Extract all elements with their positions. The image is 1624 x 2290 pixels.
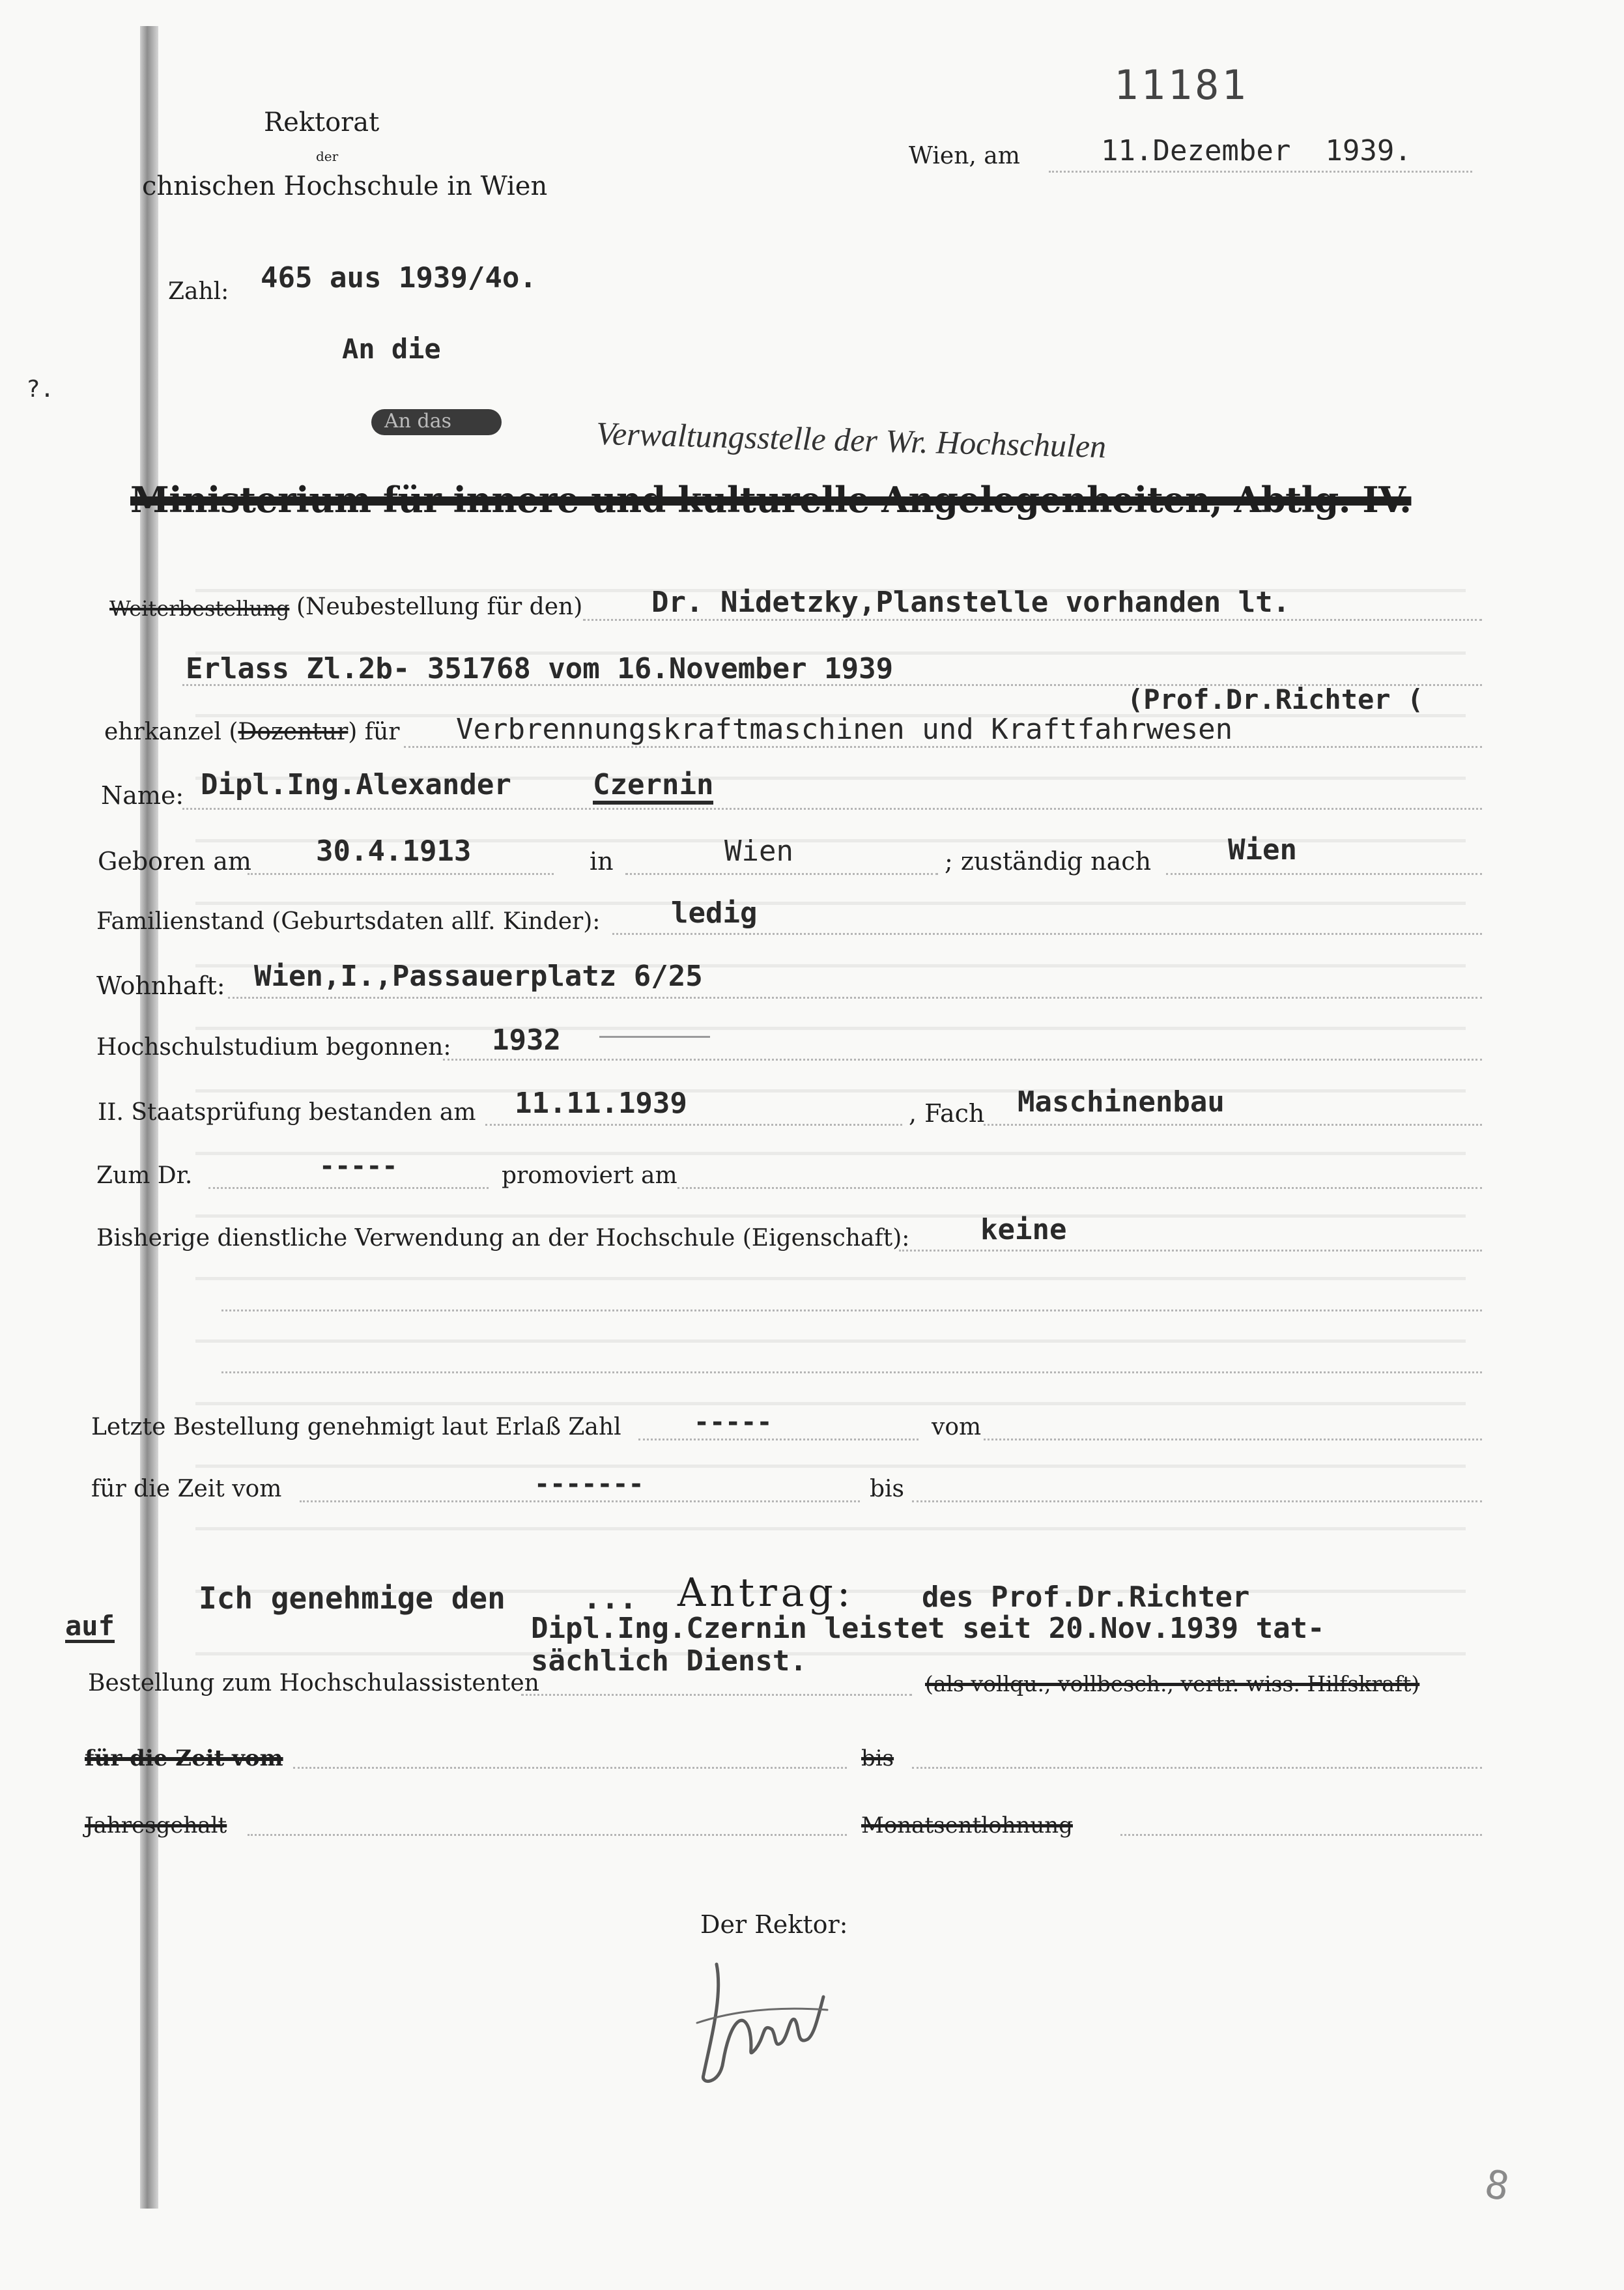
ministry-struck: Ministerium für innere und kulturelle Angelegenheiten, Abtlg. IV. <box>130 479 1412 521</box>
studium-label: Hochschulstudium begonnen: <box>96 1034 451 1061</box>
wohnhaft-label: Wohnhaft: <box>96 971 225 1000</box>
bisherige-label: Bisherige dienstliche Verwendung an der Hochschule (Eigenschaft): <box>96 1225 910 1252</box>
fach-label: , Fach <box>909 1099 985 1128</box>
letzte-value: ----- <box>694 1407 773 1437</box>
lehrkanzel-value: Verbrennungskraftmaschinen und Kraftfahrwesen <box>456 713 1233 746</box>
zeit-value: ------- <box>534 1469 644 1499</box>
zahl-label: Zahl: <box>168 278 229 305</box>
promoviert-label: promoviert am <box>502 1162 677 1189</box>
fuer-die-zeit-struck: für die Zeit vom <box>85 1745 283 1771</box>
monatsentlohnung-struck: Monatsentlohnung <box>861 1812 1073 1839</box>
an-das-struck: An das <box>371 409 502 435</box>
letzte-label: Letzte Bestellung genehmigt laut Erlaß Zahl <box>91 1414 621 1440</box>
bestellung-label: Bestellung zum Hochschulassistenten <box>88 1670 539 1696</box>
auf-word: auf <box>65 1610 115 1642</box>
jahresgehalt-struck: Jahresgehalt <box>85 1812 227 1839</box>
zahl-value: 465 aus 1939/4o. <box>261 261 537 294</box>
in-value: Wien <box>724 835 793 868</box>
familienstand-value: ledig <box>671 896 758 930</box>
bis-label: bis <box>870 1476 905 1502</box>
pencil-scribble <box>599 1036 710 1038</box>
geboren-label: Geboren am <box>98 847 251 876</box>
left-margin-mark: ?. <box>26 376 55 403</box>
institution-rektorat: Rektorat <box>264 107 380 137</box>
lehrkanzel-label: ehrkanzel (Dozentur) für <box>104 719 400 745</box>
zustaendig-value: Wien <box>1228 833 1297 866</box>
bisherige-value: keine <box>980 1213 1067 1246</box>
rektor-label: Der Rektor: <box>700 1910 848 1939</box>
zustaendig-label: ; zuständig nach <box>945 847 1152 876</box>
in-label: in <box>590 847 614 876</box>
antrag-word: Antrag: <box>677 1570 855 1616</box>
name-label: Name: <box>101 781 184 810</box>
place-label: Wien, am <box>909 143 1020 169</box>
bottom-margin-mark: 8 <box>1481 2161 1513 2211</box>
an-die: An die <box>342 333 441 365</box>
familienstand-label: Familienstand (Geburtsdaten allf. Kinder): <box>96 908 601 935</box>
institution-der: der <box>316 149 339 164</box>
request-dots: ... <box>583 1581 638 1616</box>
geboren-value: 30.4.1913 <box>316 835 472 868</box>
antrag-line2: Dipl.Ing.Czernin leistet seit 20.Nov.1939 tat- <box>531 1612 1325 1645</box>
prof-note: (Prof.Dr.Richter ( <box>1127 683 1424 715</box>
weiterbestellung-struck: Weiterbestellung <box>109 596 290 621</box>
wohnhaft-value: Wien,I.,Passauerplatz 6/25 <box>254 960 703 993</box>
rektor-signature <box>684 1945 840 2095</box>
document-number: 11181 <box>1114 61 1249 109</box>
zeit-label: für die Zeit vom <box>91 1476 282 1502</box>
name-first: Dipl.Ing.Alexander <box>201 768 511 801</box>
antrag-rest: des Prof.Dr.Richter <box>922 1581 1250 1614</box>
stamp-verwaltungsstelle: Verwaltungsstelle der Wr. Hochschulen <box>595 414 1107 465</box>
neubestellung-label: (Neubestellung für den) <box>296 594 583 620</box>
studium-value: 1932 <box>492 1023 561 1057</box>
ich-genehmige: Ich genehmige den <box>199 1581 506 1616</box>
fach-value: Maschinenbau <box>1018 1085 1225 1119</box>
antrag-line3: sächlich Dienst. <box>531 1644 807 1678</box>
zum-dr-value: ----- <box>319 1151 398 1181</box>
erlass-line: Erlass Zl.2b- 351768 vom 16.November 1939 <box>186 652 894 685</box>
name-last: Czernin <box>593 771 713 805</box>
vom-label: vom <box>932 1414 982 1440</box>
institution-hochschule: chnischen Hochschule in Wien <box>142 171 548 201</box>
neubestellung-value: Dr. Nidetzky,Planstelle vorhanden lt. <box>651 586 1290 619</box>
dozentur-struck: Dozentur <box>238 719 349 745</box>
document-date: 11.Dezember 1939. <box>1101 134 1412 167</box>
zum-dr-label: Zum Dr. <box>96 1162 193 1189</box>
bis-struck: bis <box>861 1745 894 1771</box>
staatspruefung-label: II. Staatsprüfung bestanden am <box>98 1099 476 1126</box>
staatspruefung-value: 11.11.1939 <box>515 1087 687 1120</box>
bestellung-struck: (als vollqu., vollbesch., vertr. wiss. Hilfskraft) <box>925 1671 1420 1696</box>
